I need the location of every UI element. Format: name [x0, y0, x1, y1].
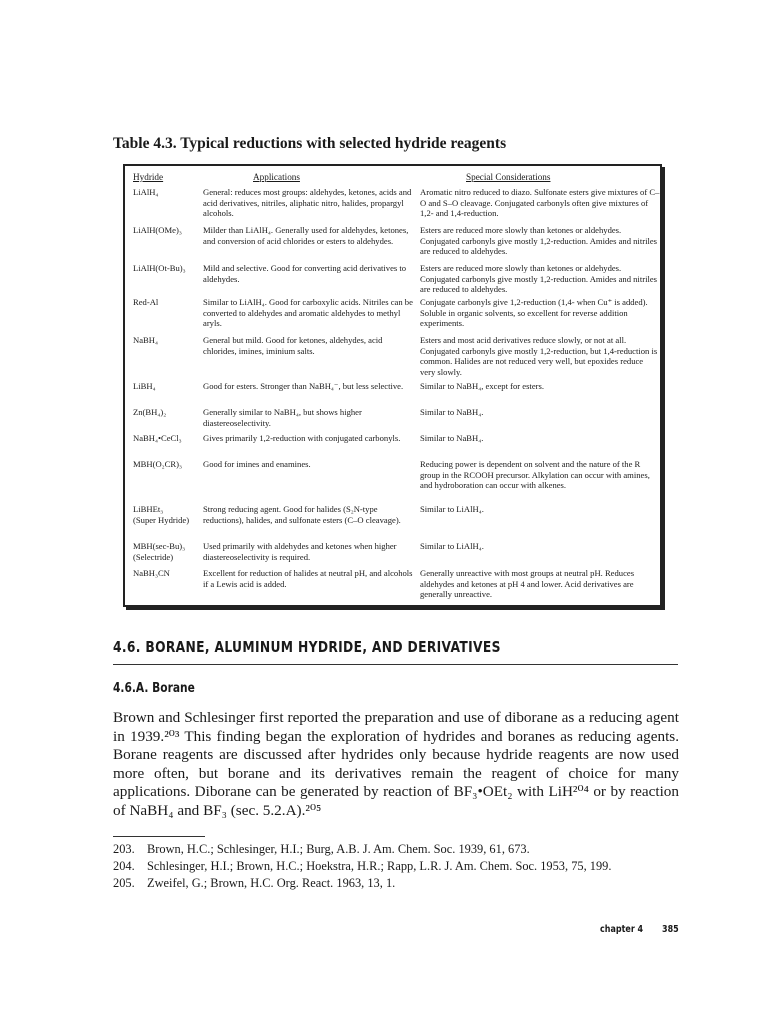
- cell-hydride: Red-Al: [133, 297, 159, 307]
- subsection-title: 4.6.A. Borane: [113, 681, 195, 696]
- cell-hydride: NaBH₃CN: [133, 568, 170, 578]
- header-applications: Applications: [253, 172, 300, 182]
- hydride-formula: MBH(sec-Bu)₃: [133, 541, 186, 551]
- footnote-number: 203.: [113, 842, 135, 856]
- cell-special: Generally unreactive with most groups at neutral pH. Reduces aldehydes and ketones at pH 4 and lower. Acid derivatives are generally unreactive.: [420, 568, 635, 599]
- hydride-trade-name: (Super Hydride): [133, 514, 190, 525]
- cell-special: Similar to NaBH₄.: [420, 407, 484, 417]
- cell-applications: Generally similar to NaBH₄, but shows higher diastereoselectivity.: [203, 407, 362, 428]
- footnote-number: 204.: [113, 859, 135, 873]
- header-special: Special Considerations: [466, 172, 551, 182]
- cell-special: Similar to LiAlH₄.: [420, 504, 484, 514]
- cell-applications: Good for esters. Stronger than NaBH₄⁻, but less selective.: [203, 381, 404, 391]
- footnote-rule: [113, 836, 205, 837]
- footnote-text: Schlesinger, H.I.; Brown, H.C.; Hoekstra, H.R.; Rapp, L.R. J. Am. Chem. Soc. 1953, 75, 199.: [147, 859, 612, 873]
- cell-hydride: Zn(BH₄)₂: [133, 407, 167, 417]
- cell-hydride: NaBH₄•CeCl₃: [133, 433, 182, 443]
- cell-special: Aromatic nitro reduced to diazo. Sulfonate esters give mixtures of C–O and S–O cleavage. Conjugated carbonyls often give mixtures of 1,2- and 1,4-reduction.: [420, 187, 660, 218]
- cell-applications: Strong reducing agent. Good for halides (S₂N-type reductions), halides, and sulfonate esters (C–O cleavage).: [203, 504, 401, 525]
- footnote: [113, 859, 611, 874]
- body-paragraph: Brown and Schlesinger first reported the preparation and use of diborane as a reducing agent in 1939.²⁰³ This finding began the exploration of hydrides and boranes as reducing agents. Borane reagents are discussed after hydrides only because hydride reagents are now used more often, but borane and its derivatives remain the reagent of choice for many applications. Diborane can be generated by reaction of BF₃•OEt₂ with LiH²⁰⁴ or by reaction of NaBH₄ and BF₃ (sec. 5.2.A).²⁰⁵: [113, 709, 679, 819]
- cell-applications: Milder than LiAlH₄. Generally used for aldehydes, ketones, and conversion of acid chlorides or esters to aldehydes.: [203, 225, 409, 246]
- cell-applications: General but mild. Good for ketones, aldehydes, acid chlorides, imines, iminium salts.: [203, 335, 383, 356]
- cell-special: Similar to NaBH₄.: [420, 433, 484, 443]
- section-rule: [113, 664, 678, 665]
- cell-special: Esters and most acid derivatives reduce slowly, or not at all. Conjugated carbonyls give mostly 1,2-reduction, but 1,4-reduction is common. Halides are not reduced very well, but epoxides reduce very slowly.: [420, 335, 658, 377]
- cell-applications: General: reduces most groups: aldehydes, ketones, acids and acid derivatives, nitriles, aliphatic nitro, halides, propargyl alcohols.: [203, 187, 412, 218]
- cell-special: Similar to LiAlH₄.: [420, 541, 484, 551]
- cell-applications: Used primarily with aldehydes and ketones when higher diastereoselectivity is required.: [203, 541, 397, 562]
- footnote-text: Zweifel, G.; Brown, H.C. Org. React. 1963, 13, 1.: [147, 876, 396, 890]
- footnote-text: Brown, H.C.; Schlesinger, H.I.; Burg, A.B. J. Am. Chem. Soc. 1939, 61, 673.: [147, 842, 530, 856]
- footnote: [113, 876, 395, 891]
- cell-special: Conjugate carbonyls give 1,2-reduction (1,4- when Cu⁺ is added). Soluble in organic solvents, so excellent for reverse addition experiments.: [420, 297, 648, 328]
- hydride-formula: LiBHEt₃: [133, 504, 164, 514]
- cell-hydride: [133, 504, 203, 525]
- cell-hydride: NaBH₄: [133, 335, 158, 345]
- footer-page-number: 385: [662, 924, 679, 935]
- cell-special: Esters are reduced more slowly than ketones or aldehydes. Conjugated carbonyls give mostly 1,2-reduction. Amides and nitriles are reduced to aldehydes.: [420, 263, 658, 294]
- footnote-number: 205.: [113, 876, 135, 890]
- cell-hydride: LiAlH₄: [133, 187, 159, 197]
- footer-chapter: chapter 4: [600, 924, 644, 935]
- cell-applications: Similar to LiAlH₄. Good for carboxylic acids. Nitriles can be converted to aldehydes and aromatic aldehydes to methyl aryls.: [203, 297, 413, 328]
- cell-applications: Gives primarily 1,2-reduction with conjugated carbonyls.: [203, 433, 401, 443]
- cell-hydride: LiAlH(Ot-Bu)₃: [133, 263, 186, 273]
- section-title: 4.6. BORANE, ALUMINUM HYDRIDE, AND DERIVATIVES: [113, 638, 501, 656]
- cell-hydride: MBH(O₂CR)₃: [133, 459, 182, 469]
- table-title: Table 4.3. Typical reductions with selected hydride reagents: [113, 135, 507, 152]
- footnote: [113, 842, 530, 857]
- cell-special: Esters are reduced more slowly than ketones or aldehydes. Conjugated carbonyls give mostly 1,2-reduction. Amides and nitriles are reduced to aldehydes.: [420, 225, 658, 256]
- cell-hydride: [133, 541, 203, 562]
- cell-special: Similar to NaBH₄, except for esters.: [420, 381, 544, 391]
- cell-applications: Good for imines and enamines.: [203, 459, 311, 469]
- cell-applications: Mild and selective. Good for converting acid derivatives to aldehydes.: [203, 263, 407, 284]
- header-hydride: Hydride: [133, 172, 164, 182]
- cell-applications: Excellent for reduction of halides at neutral pH, and alcohols if a Lewis acid is added.: [203, 568, 413, 589]
- cell-special: Reducing power is dependent on solvent and the nature of the R group in the RCOOH precursor. Alkylation can occur with amines, and hydroboration can occur with alkenes.: [420, 459, 650, 490]
- cell-hydride: LiAlH(OMe)₃: [133, 225, 182, 235]
- hydride-trade-name: (Selectride): [133, 551, 174, 562]
- cell-hydride: LiBH₄: [133, 381, 156, 391]
